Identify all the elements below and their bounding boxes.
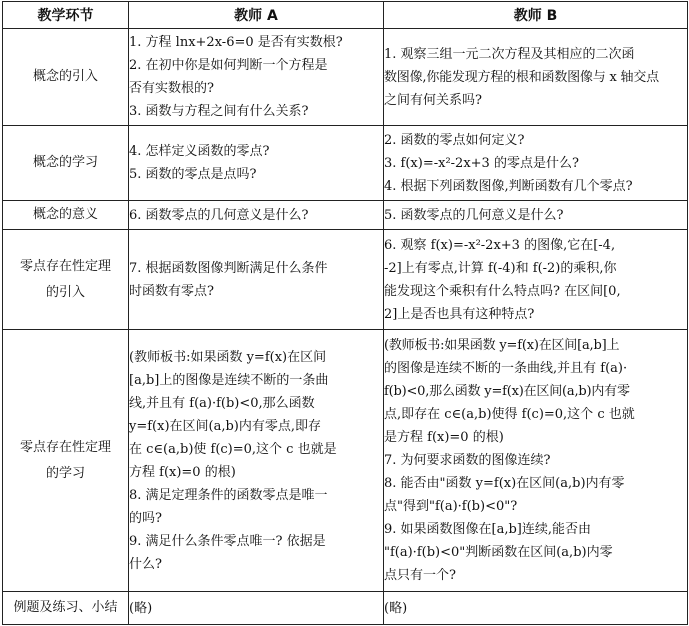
- teacher-b-cell: [384, 126, 688, 201]
- stage-text: 零点存在性定理: [19, 439, 111, 455]
- teacher-a-cell: [129, 126, 384, 201]
- question-line: 6. 函数零点的几何意义是什么?: [129, 207, 309, 223]
- question-line: 8. 满足定理条件的函数零点是唯一: [129, 487, 328, 503]
- stage-cell: [3, 592, 129, 625]
- stage-cell: [3, 330, 129, 592]
- question-line: 数图像,你能发现方程的根和函数图像与 x 轴交点: [384, 69, 659, 85]
- question-line: 2. 函数的零点如何定义?: [384, 132, 525, 148]
- stage-text: 的学习: [45, 465, 85, 481]
- question-line: 5. 函数的零点是点吗?: [129, 167, 257, 182]
- question-line: 9. 满足什么条件零点唯一? 依据是: [129, 533, 326, 549]
- question-line: 是方程 f(x)=0 的根): [384, 430, 504, 445]
- header-teacher-b: 教师 B: [384, 2, 688, 29]
- table-row: [3, 126, 688, 201]
- question-line: y=f(x)在区间(a,b)内有零点,即存: [129, 418, 322, 434]
- question-line: 的图像是连续不断的一条曲线,并且有 f(a)·: [384, 361, 628, 376]
- stage-text: 概念的学习: [32, 155, 98, 170]
- teacher-b-cell: [384, 201, 688, 230]
- question-line: 4. 根据下列函数图像,判断函数有几个零点?: [384, 178, 633, 194]
- question-line: 线,并且有 f(a)·f(b)<0,那么函数: [129, 395, 315, 411]
- question-line: 什么?: [129, 556, 162, 572]
- table-row: [3, 29, 688, 126]
- stage-text: 的引入: [45, 284, 85, 300]
- question-line: 2]上是否也具有这种特点?: [384, 306, 535, 322]
- question-line: (教师板书:如果函数 y=f(x)在区间[a,b]上: [384, 338, 620, 353]
- question-line: 9. 如果函数图像在[a,b]连续,能否由: [384, 522, 592, 537]
- table-row: [3, 330, 688, 592]
- teacher-a-cell: [129, 29, 384, 126]
- stage-text: 概念的引入: [32, 69, 98, 84]
- teacher-a-cell: [129, 592, 384, 625]
- stage-cell: [3, 230, 129, 330]
- question-line: 1. 观察三组一元二次方程及其相应的二次函: [384, 46, 635, 62]
- header-row: [3, 2, 688, 29]
- teacher-a-cell: [129, 201, 384, 230]
- stage-cell: [3, 126, 129, 201]
- table-row: [3, 230, 688, 330]
- question-line: f(b)<0,那么函数 y=f(x)在区间(a,b)内有零: [384, 384, 630, 399]
- question-line: 的吗?: [129, 510, 162, 526]
- lesson-comparison-table: [2, 1, 688, 625]
- question-line: 8. 能否由"函数 y=f(x)在区间(a,b)内有零: [384, 476, 625, 491]
- question-line: 7. 根据函数图像判断满足什么条件: [129, 260, 328, 276]
- question-line: 时函数有零点?: [129, 283, 214, 299]
- teacher-b-cell: [384, 592, 688, 625]
- question-line: 2. 在初中你是如何判断一个方程是: [129, 58, 328, 73]
- question-line: (略): [129, 600, 153, 616]
- stage-cell: [3, 29, 129, 126]
- stage-cell: [3, 201, 129, 230]
- header-stage: 教学环节: [3, 2, 129, 29]
- question-line: 3. 函数与方程之间有什么关系?: [129, 104, 309, 119]
- stage-text: 零点存在性定理: [19, 258, 111, 274]
- question-line: 在 c∈(a,b)使 f(c)=0,这个 c 也就是: [129, 441, 337, 457]
- table-row: [3, 201, 688, 230]
- teacher-a-cell: [129, 330, 384, 592]
- question-line: 3. f(x)=-x²-2x+3 的零点是什么?: [384, 155, 579, 171]
- stage-text: 例题及练习、小结: [13, 600, 118, 615]
- teacher-b-cell: [384, 330, 688, 592]
- header-teacher-a: 教师 A: [129, 2, 384, 29]
- question-line: 4. 怎样定义函数的零点?: [129, 144, 270, 159]
- question-line: [a,b]上的图像是连续不断的一条曲: [129, 372, 329, 388]
- question-line: 7. 为何要求函数的图像连续?: [384, 453, 551, 468]
- question-line: 1. 方程 lnx+2x-6=0 是否有实数根?: [129, 35, 343, 50]
- question-line: "f(a)·f(b)<0"判断函数在区间(a,b)内零: [384, 545, 613, 560]
- question-line: 5. 函数零点的几何意义是什么?: [384, 207, 564, 223]
- teacher-b-cell: [384, 230, 688, 330]
- question-line: 点,即存在 c∈(a,b)使得 f(c)=0,这个 c 也就: [384, 407, 635, 422]
- question-line: 能发现这个乘积有什么特点吗? 在区间[0,: [384, 283, 621, 299]
- teacher-a-cell: [129, 230, 384, 330]
- question-line: 点"得到"f(a)·f(b)<0"?: [384, 499, 518, 514]
- question-line: (教师板书:如果函数 y=f(x)在区间: [129, 349, 327, 365]
- question-line: 点只有一个?: [384, 568, 456, 583]
- question-line: (略): [384, 600, 408, 616]
- question-line: 否有实数根的?: [129, 81, 214, 96]
- question-line: 6. 观察 f(x)=-x²-2x+3 的图像,它在[-4,: [384, 237, 616, 253]
- stage-text: 概念的意义: [32, 207, 98, 222]
- question-line: -2]上有零点,计算 f(-4)和 f(-2)的乘积,你: [384, 260, 617, 276]
- teacher-b-cell: [384, 29, 688, 126]
- table-row: [3, 592, 688, 625]
- question-line: 之间有何关系吗?: [384, 92, 482, 108]
- question-line: 方程 f(x)=0 的根): [129, 464, 236, 480]
